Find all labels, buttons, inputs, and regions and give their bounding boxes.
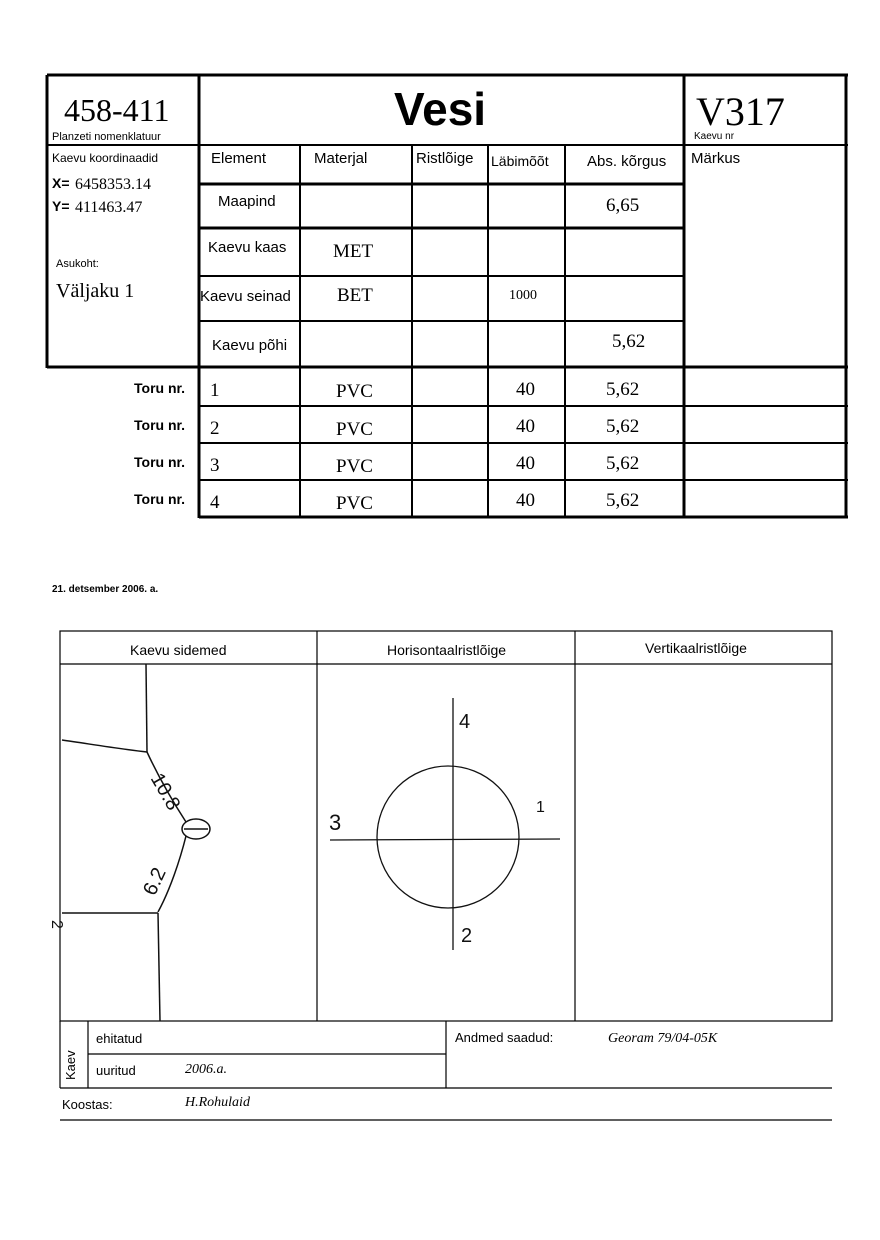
element-name: Kaevu kaas bbox=[208, 239, 287, 256]
link-distance-a: 10.8 bbox=[145, 769, 185, 815]
pipe-diameter: 40 bbox=[516, 490, 535, 511]
pipe-material: PVC bbox=[336, 381, 373, 402]
element-name: Kaevu põhi bbox=[212, 337, 288, 354]
page-title: Vesi bbox=[394, 83, 487, 135]
sheet-label: Planzeti nomenklatuur bbox=[52, 131, 161, 143]
col-material: Materjal bbox=[314, 150, 368, 167]
compiled-value: H.Rohulaid bbox=[185, 1095, 250, 1110]
pipe-mark-left: 3 bbox=[329, 810, 342, 835]
pipe-number: 1 bbox=[210, 380, 220, 401]
element-material: MET bbox=[333, 241, 374, 262]
document-date: 21. detsember 2006. a. bbox=[52, 584, 159, 595]
pipe-label: Toru nr. bbox=[134, 491, 186, 507]
links-title: Kaevu sidemed bbox=[130, 642, 227, 658]
surveyed-value: 2006.a. bbox=[185, 1062, 227, 1077]
link-label-c: 2 bbox=[48, 920, 65, 929]
pipe-height: 5,62 bbox=[606, 453, 640, 474]
pipe-material: PVC bbox=[336, 493, 373, 514]
pipe-number: 3 bbox=[210, 455, 220, 476]
pipe-material: PVC bbox=[336, 419, 373, 440]
pipe-label: Toru nr. bbox=[134, 417, 186, 433]
links-sketch bbox=[62, 664, 210, 1021]
pipe-number: 2 bbox=[210, 418, 220, 439]
element-height: 6,65 bbox=[606, 195, 640, 216]
source-label: Andmed saadud: bbox=[455, 1030, 554, 1045]
x-value: 6458353.14 bbox=[75, 176, 151, 193]
horizontal-sketch bbox=[330, 698, 560, 950]
pipe-number: 4 bbox=[210, 492, 220, 513]
element-height: 5,62 bbox=[612, 331, 646, 352]
pipe-diameter: 40 bbox=[516, 379, 535, 400]
link-distance-b: 6.2 bbox=[139, 864, 171, 899]
y-value: 411463.47 bbox=[75, 199, 143, 216]
pipe-label: Toru nr. bbox=[134, 454, 186, 470]
col-element: Element bbox=[211, 150, 267, 167]
location-value: Väljaku 1 bbox=[56, 280, 135, 302]
pipe-material: PVC bbox=[336, 456, 373, 477]
col-diameter: Läbimõõt bbox=[491, 153, 549, 169]
x-label: X= bbox=[52, 175, 70, 191]
coords-label: Kaevu koordinaadid bbox=[52, 151, 159, 165]
well-number: V317 bbox=[696, 89, 785, 134]
well-label: Kaevu nr bbox=[694, 131, 735, 142]
pipe-mark-bottom: 2 bbox=[461, 925, 473, 947]
col-remarks: Märkus bbox=[691, 150, 741, 167]
element-name: Kaevu seinad bbox=[200, 288, 291, 305]
col-cross-section: Ristlõige bbox=[416, 150, 474, 167]
pipe-mark-top: 4 bbox=[459, 711, 471, 733]
pipe-height: 5,62 bbox=[606, 490, 640, 511]
pipe-mark-right: 1 bbox=[536, 799, 545, 816]
pipe-height: 5,62 bbox=[606, 416, 640, 437]
source-value: Georam 79/04-05K bbox=[608, 1031, 718, 1046]
col-abs-height: Abs. kõrgus bbox=[587, 153, 667, 170]
element-name: Maapind bbox=[218, 193, 276, 210]
sheet-number: 458-411 bbox=[64, 92, 170, 128]
location-label: Asukoht: bbox=[56, 258, 99, 270]
surveyed-label: uuritud bbox=[96, 1063, 136, 1078]
pipe-height: 5,62 bbox=[606, 379, 640, 400]
side-label: Kaev bbox=[63, 1050, 78, 1080]
element-material: BET bbox=[337, 285, 373, 306]
element-diameter: 1000 bbox=[509, 288, 537, 303]
pipe-label: Toru nr. bbox=[134, 380, 186, 396]
horizontal-title: Horisontaalristlõige bbox=[387, 642, 507, 658]
compiled-label: Koostas: bbox=[62, 1097, 113, 1112]
built-label: ehitatud bbox=[96, 1031, 143, 1046]
pipe-diameter: 40 bbox=[516, 416, 535, 437]
y-label: Y= bbox=[52, 198, 70, 214]
pipe-diameter: 40 bbox=[516, 453, 535, 474]
vertical-title: Vertikaalristlõige bbox=[645, 640, 747, 656]
